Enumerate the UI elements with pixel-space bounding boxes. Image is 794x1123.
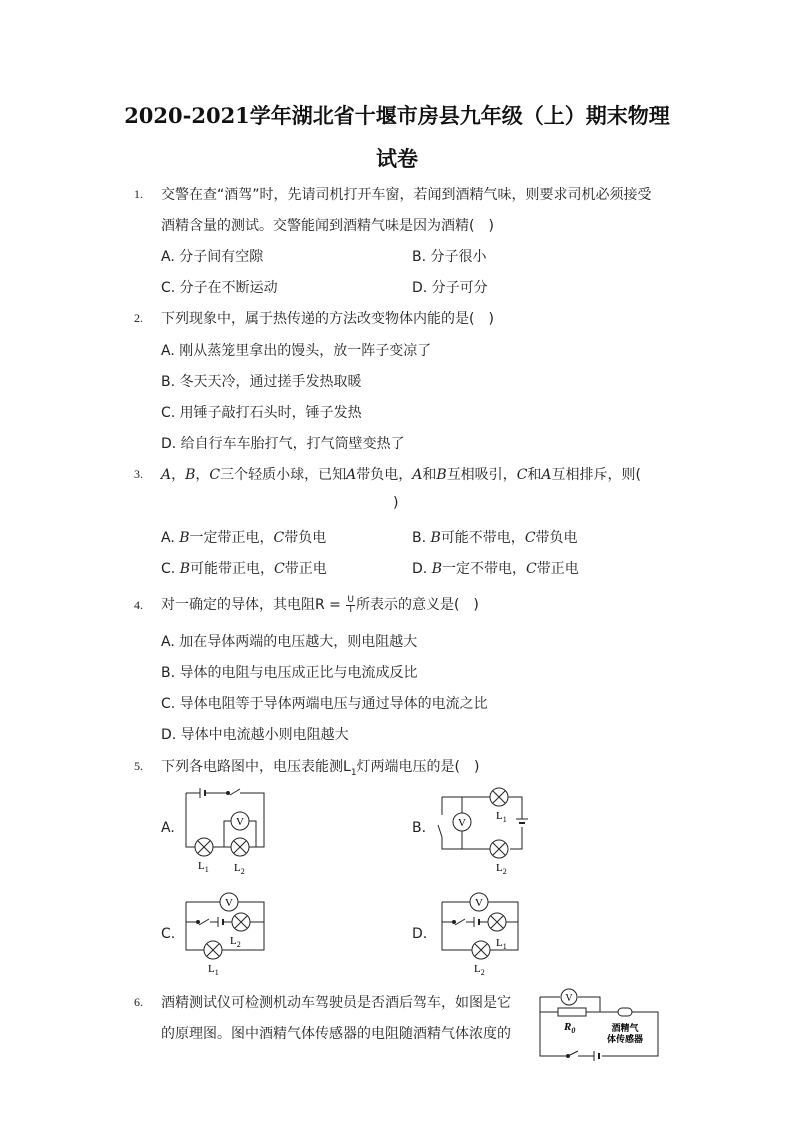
lamp-l1-label: $L_1$ [198,860,209,874]
question-1-text-line-1: 交警在查“酒驾”时，先请司机打开车窗，若闻到酒精气味，则要求司机必须接受 [161,187,652,203]
question-1-option-a[interactable]: A. 分子间有空隙 [161,249,264,265]
text-segment: 互相吸引， [446,467,517,483]
ball-c-label: C [209,467,221,483]
text-segment: 灯两端电压的是( ) [356,759,480,775]
question-3-closing-paren: ) [393,495,399,511]
question-5-option-d-label[interactable]: D. [412,926,428,942]
question-5-option-a-label[interactable]: A. [161,820,175,836]
ball-b-label: B [179,530,190,546]
voltmeter-label: V [236,816,244,828]
option-letter: C. [161,561,180,577]
question-2-option-a[interactable]: A. 刚从蒸笼里拿出的馒头，放一阵子变凉了 [161,343,432,359]
resistor-r0-label: $R_0$ [564,1021,576,1035]
circuit-diagram-c[interactable] [176,888,276,980]
alcohol-tester-circuit [530,985,670,1065]
page-title-line-1: 2020-2021学年湖北省十堰市房县九年级（上）期末物理 [124,103,670,128]
separator: ， [195,467,210,483]
text-segment: 带正电 [536,561,579,577]
lamp-l1-label: $L_1$ [208,963,219,977]
u-over-i-fraction [346,596,355,615]
separator: ， [171,467,186,483]
fraction-numerator: U [347,594,354,605]
sensor-label-line-2: 体传感器 [606,1035,644,1045]
question-1-option-b[interactable]: B. 分子很小 [412,249,487,265]
text-segment: 一定不带电， [441,561,526,577]
circuit-diagram-d[interactable] [432,888,532,980]
question-3-option-b[interactable] [412,527,578,547]
question-1-text-line-2: 酒精含量的测试。交警能闻到酒精气味是因为酒精( ) [161,218,494,234]
ball-c-label: C [525,561,537,577]
page-title-line-2: 试卷 [376,146,418,171]
ball-b-label: B [179,561,190,577]
question-4-number: 4. [134,598,143,612]
question-4-option-d[interactable]: D. 导体中电流越小则电阻越大 [161,727,349,743]
question-2-number: 2. [134,311,143,325]
question-4-text [161,594,479,615]
text-segment: 对一确定的导体，其电阻R = [161,597,346,613]
question-5-text [161,756,479,778]
question-4-option-c[interactable]: C. 导体电阻等于导体两端电压与通过导体的电流之比 [161,696,488,712]
lamp-l2-label: $L_2$ [474,963,485,977]
text-segment: 带负电， [356,467,413,483]
text-segment: 和 [527,467,542,483]
question-6-text-line-1: 酒精测试仪可检测机动车驾驶员是否酒后驾车，如图是它 [161,995,511,1011]
text-segment: 可能带正电， [189,561,274,577]
voltmeter-label: V [458,817,466,829]
circuit-diagram-a[interactable] [176,785,276,880]
resistor-r0-icon [558,1008,586,1016]
question-5-number: 5. [134,759,143,773]
question-3-option-a[interactable] [161,527,326,547]
question-3-number: 3. [134,467,143,481]
option-letter: D. [412,561,432,577]
ball-c-label: C [273,530,285,546]
question-1-option-c[interactable]: C. 分子在不断运动 [161,280,278,296]
ball-c-label: C [524,530,536,546]
text-segment: 一定带正电， [189,530,274,546]
question-2-text: 下列现象中，属于热传递的方法改变物体内能的是( ) [161,311,494,327]
question-2-option-d[interactable]: D. 给自行车车胎打气，打气筒壁变热了 [161,436,405,452]
fraction-denominator: I [349,604,352,615]
question-6-number: 6. [134,995,143,1009]
question-5-option-c-label[interactable]: C. [161,926,176,942]
question-2-option-b[interactable]: B. 冬天天冷，通过搓手发热取暖 [161,374,362,390]
text-segment: 互相排斥，则( [551,467,641,483]
text-segment: 所表示的意义是( ) [355,597,479,613]
ball-a-label: A [541,467,552,483]
text-segment: 带负电 [284,530,327,546]
ball-b-label: B [430,530,441,546]
subscript: 1 [350,767,357,778]
ball-c-label: C [273,561,285,577]
text-segment: 带正电 [284,561,327,577]
ball-b-label: B [185,467,196,483]
question-3-option-d[interactable] [412,558,579,578]
question-1-number: 1. [134,187,143,201]
switch-pivot [227,792,230,795]
ball-b-label: B [431,561,442,577]
lamp-l2-label: $L_2$ [496,862,507,876]
question-3-text [161,464,641,484]
ball-b-label: B [436,467,447,483]
lamp-l1-label: $L_1$ [496,810,507,824]
lamp-l2-label: $L_2$ [234,862,245,876]
question-6-text-line-2: 的原理图。图中酒精气体传感器的电阻随酒精气体浓度的 [161,1026,511,1042]
text-segment: 下列各电路图中，电压表能测L [161,759,351,775]
sensor-label-line-1: 酒精气 [611,1024,639,1034]
voltmeter-label: V [225,897,233,909]
ball-a-label: A [161,467,172,483]
text-segment: 带负电 [535,530,578,546]
question-3-option-c[interactable] [161,558,327,578]
circuit-diagram-b[interactable] [430,785,540,880]
voltmeter-label: V [475,897,483,909]
question-4-option-a[interactable]: A. 加在导体两端的电压越大，则电阻越大 [161,634,418,650]
lamp-l1-label: $L_1$ [496,937,507,951]
option-letter: A. [161,530,180,546]
text-segment: 三个轻质小球，已知 [220,467,347,483]
voltmeter-label: V [565,993,573,1004]
ball-a-label: A [346,467,357,483]
lamp-l2-label: $L_2$ [230,935,241,949]
text-segment: 可能不带电， [440,530,525,546]
question-4-option-b[interactable]: B. 导体的电阻与电压成正比与电流成反比 [161,665,418,681]
ball-c-label: C [516,467,528,483]
question-1-option-d[interactable]: D. 分子可分 [412,280,488,296]
alcohol-sensor-icon [618,1008,632,1016]
ball-a-label: A [412,467,423,483]
question-5-option-b-label[interactable]: B. [412,820,427,836]
question-2-option-c[interactable]: C. 用锤子敲打石头时，锤子发热 [161,405,362,421]
text-segment: 和 [422,467,437,483]
option-letter: B. [412,530,431,546]
